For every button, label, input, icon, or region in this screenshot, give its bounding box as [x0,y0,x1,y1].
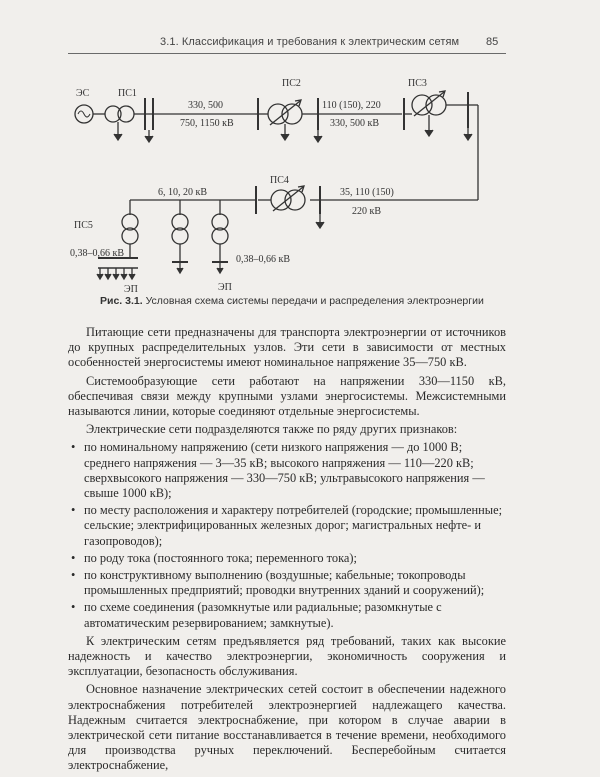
label-line3-bottom: 220 кВ [352,206,382,217]
figure-label: Рис. 3.1. [100,295,143,307]
list-item: • по месту расположения и характеру потребителей (городские; промышленные; сельские; электрифицированных железных дорог; магистральных нефте- и газопроводов); [71,503,503,548]
figure-caption [100,295,520,307]
running-header [0,0,600,48]
paragraph: Системообразующие сети работают на напряжении 330—1150 кВ, обеспечивая связи между крупными узлами энергосистемы. Межсистемными называются линии, которые соединяют отдельные энергосистемы. [68,373,506,419]
power-system-diagram [0,55,600,300]
page-number: 85 [486,36,499,48]
list-item: • по номинальному напряжению (сети низкого напряжения — до 1000 В; среднего напряжения — 3—35 кВ; высокого напряжения — 110—220 кВ; сверхвысокого напряжения — 330—750 кВ; ультравысокого напряжения — свыше 1000 кВ); [71,440,485,501]
paragraph: Питающие сети предназначены для транспорта электроэнергии от источников до крупных распределительных узлов. Эти сети в зависимости от местных особенностей энергосистемы имеют номинальное напряжение 35—750 кВ. [68,325,506,370]
paragraph: Электрические сети подразделяются также по ряду других признаков: [86,422,458,437]
label-ps4: ПС4 [270,175,289,186]
bullet-icon: • [71,600,76,615]
label-ps2: ПС2 [282,78,301,89]
label-line1-bottom: 750, 1150 кВ [180,118,234,129]
figure-caption-text: Условная схема системы передачи и распределения электроэнергии [145,295,484,307]
label-line2-top: 110 (150), 220 [322,100,381,111]
classification-list [68,440,506,630]
label-line3-top: 35, 110 (150) [340,187,394,198]
label-ps1: ПС1 [118,88,137,99]
label-line1-top: 330, 500 [188,100,223,111]
list-item: • по схеме соединения (разомкнутые или радиальные; разомкнутые с автоматическим резервированием; замкнутые). [71,600,442,630]
distribution-transformer-icon [172,214,188,244]
label-ps5: ПС5 [74,220,93,231]
label-ep-left: ЭП [124,284,138,295]
label-dist-voltage: 6, 10, 20 кВ [158,187,208,198]
distribution-transformer-icon [212,214,228,244]
ps3-transformer-icon [412,91,446,116]
bullet-icon: • [71,440,76,455]
list-item: • по роду тока (постоянного тока; переменного тока); [71,550,357,565]
bullet-icon: • [71,550,76,565]
label-low-voltage-left: 0,38–0,66 кВ [70,248,125,259]
paragraph: К электрическим сетям предъявляется ряд требований, таких как высокие надежность и качество электроэнергии, экономичность сооружения и эксплуатации, безопасность обслуживания. [68,633,506,679]
list-item: • по конструктивному выполнению (воздушные; кабельные; токопроводы промышленных предприятий; проводки внутренних зданий и сооружений); [71,568,485,598]
label-ep-right: ЭП [218,282,232,293]
paragraph: Основное назначение электрических сетей состоит в обеспечении надежного электроснабжения потребителей электроэнергией надлежащего качества. Надежным считается электроснабжение, при котором в случае аварии в электрической сети питание восстанавливается в течение времени, необходимого для производства ручных переключений. Бесперебойным считается электроснабжение, [68,682,506,773]
body-text [68,325,506,777]
running-title: 3.1. Классификация и требования к электрическим сетям [160,36,460,48]
bullet-icon: • [71,568,76,583]
label-es: ЭС [76,88,90,99]
label-line2-bottom: 330, 500 кВ [330,118,380,129]
header-rule [68,53,506,54]
ps5-transformer-icon [122,214,138,244]
bullet-icon: • [71,503,76,518]
label-low-voltage-right: 0,38–0,66 кВ [236,254,291,265]
label-ps3: ПС3 [408,78,427,89]
ps2-transformer-icon [268,100,302,125]
ps4-transformer-icon [271,186,305,211]
diagram-svg [0,55,600,300]
ps1-transformer-icon [105,106,134,122]
